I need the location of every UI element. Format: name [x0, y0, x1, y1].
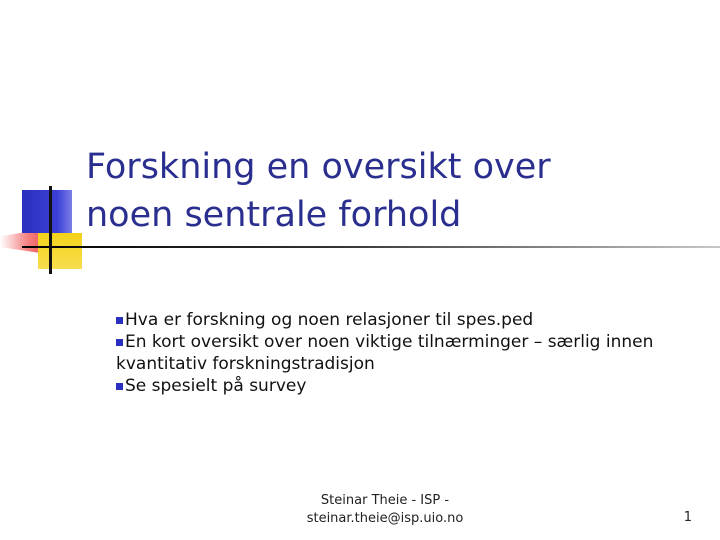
bullet-text: Se spesielt på survey: [125, 376, 307, 396]
bullet-text: En kort oversikt over noen viktige tilnærminger – særlig innen kvantitativ forskningstradisjon: [116, 332, 654, 374]
bullet-item: [116, 331, 676, 375]
decorative-vertical-line: [49, 186, 52, 274]
footer: [300, 492, 470, 528]
decorative-yellow-block: [38, 233, 82, 269]
square-bullet-icon: [116, 317, 123, 324]
title-underline: [22, 246, 720, 248]
bullet-text: Hva er forskning og noen relasjoner til spes.ped: [125, 310, 534, 330]
bullet-item: [116, 375, 676, 397]
page-number: 1: [683, 510, 692, 525]
bullet-list: [116, 309, 676, 397]
square-bullet-icon: [116, 383, 123, 390]
bullet-item: [116, 309, 676, 331]
footer-author: Steinar Theie - ISP -: [320, 493, 450, 508]
title-line-2: noen sentrale forhold: [86, 195, 462, 235]
title-line-1: Forskning en oversikt over: [86, 147, 551, 187]
footer-email: steinar.theie@isp.uio.no: [306, 511, 464, 526]
square-bullet-icon: [116, 339, 123, 346]
slide-title: [86, 143, 686, 239]
decorative-blue-block: [22, 190, 72, 233]
